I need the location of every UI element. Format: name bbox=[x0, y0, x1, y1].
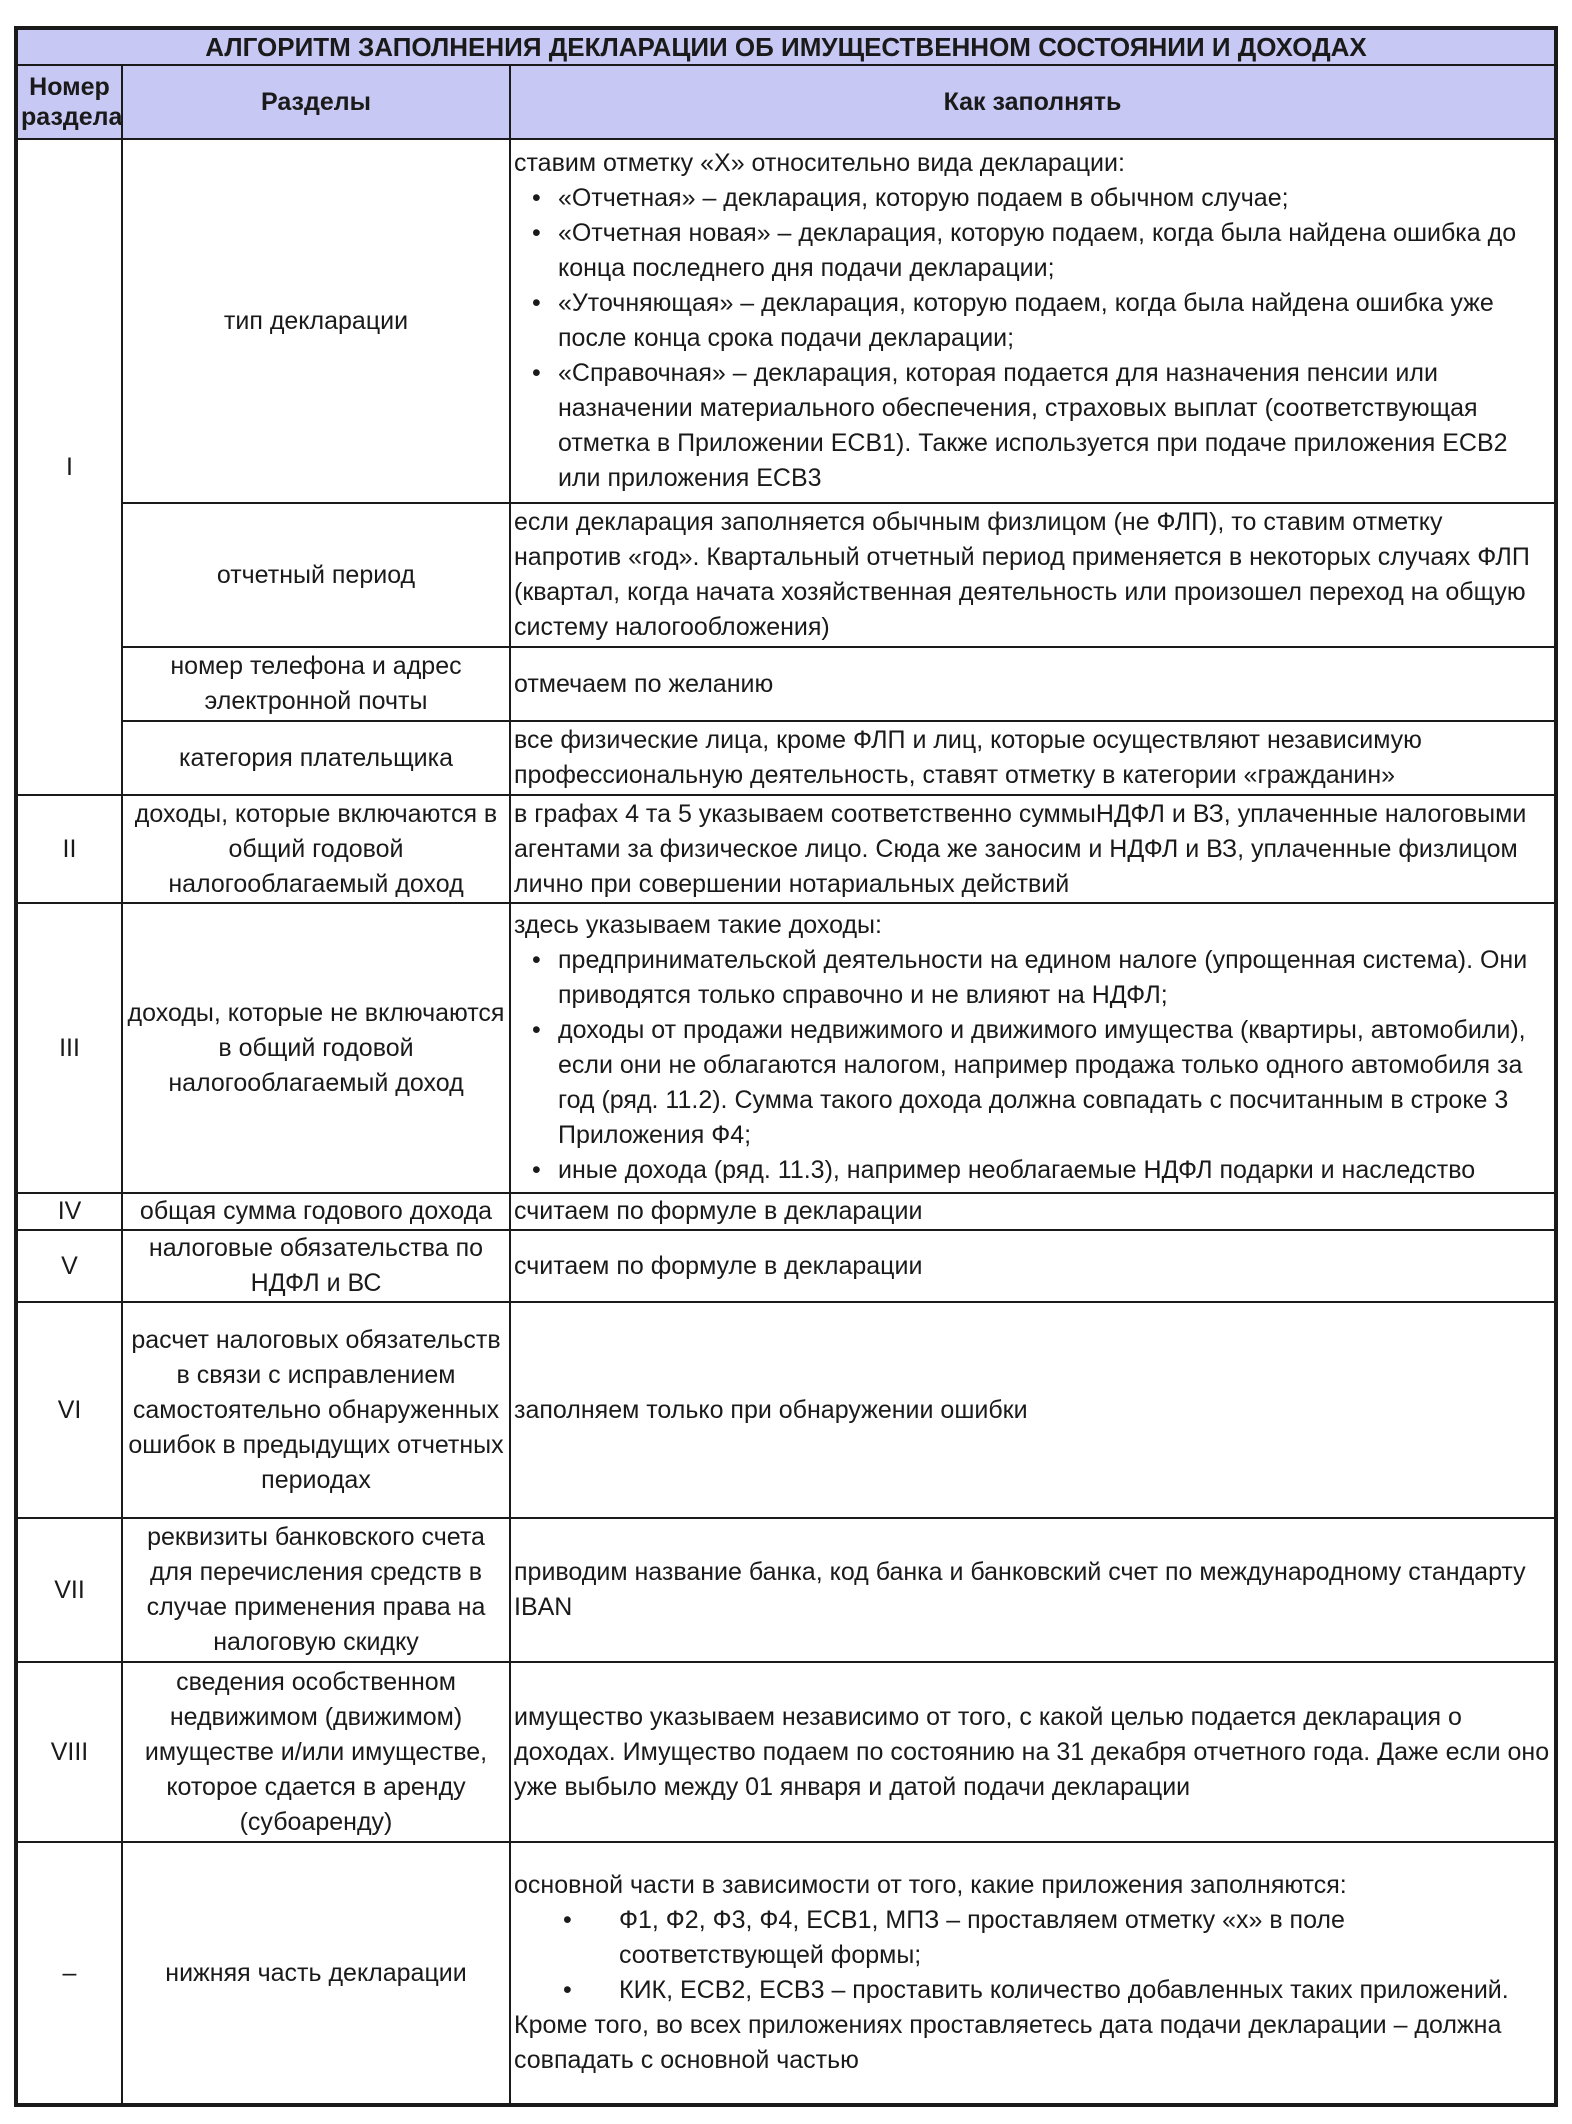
section-number: III bbox=[17, 903, 122, 1193]
list-item: • «Уточняющая» – декларация, которую подаем, когда была найдена ошибка уже после конца срока подачи декларации; bbox=[558, 286, 1551, 356]
table-title: АЛГОРИТМ ЗАПОЛНЕНИЯ ДЕКЛАРАЦИИ ОБ ИМУЩЕСТВЕННОМ СОСТОЯНИИ И ДОХОДАХ bbox=[17, 29, 1555, 65]
section-name: отчетный период bbox=[122, 503, 510, 647]
header-sections: Разделы bbox=[122, 65, 510, 139]
fill-instructions: считаем по формуле в декларации bbox=[510, 1193, 1555, 1230]
table-row bbox=[17, 1518, 1555, 1662]
table-row bbox=[17, 795, 1555, 903]
table-row bbox=[17, 721, 1555, 795]
fill-instructions: приводим название банка, код банка и банковский счет по международному стандарту IBAN bbox=[510, 1518, 1555, 1662]
fill-instructions: в графах 4 та 5 указываем соответственно суммыНДФЛ и ВЗ, уплаченные налоговыми агентами за физическое лицо. Сюда же заносим и НДФЛ и ВЗ, уплаченные физлицом лично при совершении нотариальных действий bbox=[510, 795, 1555, 903]
list-item: • предпринимательской деятельности на едином налоге (упрощенная система). Они приводятся только справочно и не влияют на НДФЛ; bbox=[558, 943, 1551, 1013]
section-number: VII bbox=[17, 1518, 122, 1662]
section-name: номер телефона и адрес электронной почты bbox=[122, 647, 510, 721]
section-number: I bbox=[17, 139, 122, 795]
instructions-intro: здесь указываем такие доходы: bbox=[514, 911, 882, 939]
section-name: доходы, которые не включаются в общий годовой налогооблагаемый доход bbox=[122, 903, 510, 1193]
bullet-list bbox=[514, 1903, 1551, 2008]
table-row bbox=[17, 1662, 1555, 1842]
section-name: налоговые обязательства по НДФЛ и ВС bbox=[122, 1230, 510, 1302]
list-item: • «Отчетная новая» – декларация, которую подаем, когда была найдена ошибка до конца последнего дня подачи декларации; bbox=[558, 216, 1551, 286]
bullet-list bbox=[514, 181, 1551, 496]
section-number: IV bbox=[17, 1193, 122, 1230]
section-name: реквизиты банковского счета для перечисления средств в случае применения права на налоговую скидку bbox=[122, 1518, 510, 1662]
section-name: сведения особственном недвижимом (движимом) имуществе и/или имуществе, которое сдается в аренду (субоаренду) bbox=[122, 1662, 510, 1842]
fill-instructions: все физические лица, кроме ФЛП и лиц, которые осуществляют независимую профессиональную деятельность, ставят отметку в категории «гражданин» bbox=[510, 721, 1555, 795]
section-name: расчет налоговых обязательств в связи с исправлением самостоятельно обнаруженных ошибок в предыдущих отчетных периодах bbox=[122, 1302, 510, 1518]
section-number: V bbox=[17, 1230, 122, 1302]
header-how-to-fill: Как заполнять bbox=[510, 65, 1555, 139]
fill-instructions bbox=[510, 903, 1555, 1193]
table-row bbox=[17, 139, 1555, 503]
table-row bbox=[17, 1302, 1555, 1518]
instructions-intro: основной части в зависимости от того, какие приложения заполняются: bbox=[514, 1871, 1347, 1899]
section-number: VIII bbox=[17, 1662, 122, 1842]
section-name: категория плательщика bbox=[122, 721, 510, 795]
section-name: тип декларации bbox=[122, 139, 510, 503]
table-row bbox=[17, 647, 1555, 721]
fill-instructions: имущество указываем независимо от того, с какой целью подается декларация о доходах. Имущество подаем по состоянию на 31 декабря отчетного года. Даже если оно уже выбыло между 01 января и датой подачи декларации bbox=[510, 1662, 1555, 1842]
header-section-number: Номер раздела bbox=[17, 65, 122, 139]
list-item: • Ф1, Ф2, Ф3, Ф4, ЕСВ1, МПЗ – проставляем отметку «х» в поле соответствующей формы; bbox=[619, 1903, 1551, 1973]
list-item: • доходы от продажи недвижимого и движимого имущества (квартиры, автомобили), если они не облагаются налогом, например продажа только одного автомобиля за год (ряд. 11.2). Сумма такого дохода должна совпадать с посчитанным в строке 3 Приложения Ф4; bbox=[558, 1013, 1551, 1153]
section-name: общая сумма годового дохода bbox=[122, 1193, 510, 1230]
list-item: • «Отчетная» – декларация, которую подаем в обычном случае; bbox=[558, 181, 1551, 216]
table-row bbox=[17, 503, 1555, 647]
list-item: • КИК, ЕСВ2, ЕСВ3 – проставить количество добавленных таких приложений. bbox=[619, 1973, 1551, 2008]
fill-instructions bbox=[510, 1842, 1555, 2104]
section-number: VI bbox=[17, 1302, 122, 1518]
section-number: – bbox=[17, 1842, 122, 2104]
list-item: • «Справочная» – декларация, которая подается для назначения пенсии или назначении материального обеспечения, страховых выплат (соответствующая отметка в Приложении ЕСВ1). Также используется при подаче приложения ЕСВ2 или приложения ЕСВ3 bbox=[558, 356, 1551, 496]
section-number: II bbox=[17, 795, 122, 903]
table-row bbox=[17, 903, 1555, 1193]
table-row bbox=[17, 1193, 1555, 1230]
section-name: нижняя часть декларации bbox=[122, 1842, 510, 2104]
fill-instructions: отмечаем по желанию bbox=[510, 647, 1555, 721]
instructions-outro: Кроме того, во всех приложениях проставляетесь дата подачи декларации – должна совпадать с основной частью bbox=[514, 2011, 1502, 2074]
instructions-intro: ставим отметку «Х» относительно вида декларации: bbox=[514, 149, 1125, 177]
algorithm-table bbox=[14, 26, 1558, 2107]
list-item: • иные дохода (ряд. 11.3), например необлагаемые НДФЛ подарки и наследство bbox=[558, 1153, 1551, 1188]
fill-instructions: считаем по формуле в декларации bbox=[510, 1230, 1555, 1302]
section-name: доходы, которые включаются в общий годовой налогооблагаемый доход bbox=[122, 795, 510, 903]
table-row bbox=[17, 1842, 1555, 2104]
fill-instructions bbox=[510, 139, 1555, 503]
table-row bbox=[17, 1230, 1555, 1302]
bullet-list bbox=[514, 943, 1551, 1188]
fill-instructions: заполняем только при обнаружении ошибки bbox=[510, 1302, 1555, 1518]
fill-instructions: если декларация заполняется обычным физлицом (не ФЛП), то ставим отметку напротив «год». Квартальный отчетный период применяется в некоторых случаях ФЛП (квартал, когда начата хозяйственная деятельность или произошел переход на общую систему налогообложения) bbox=[510, 503, 1555, 647]
